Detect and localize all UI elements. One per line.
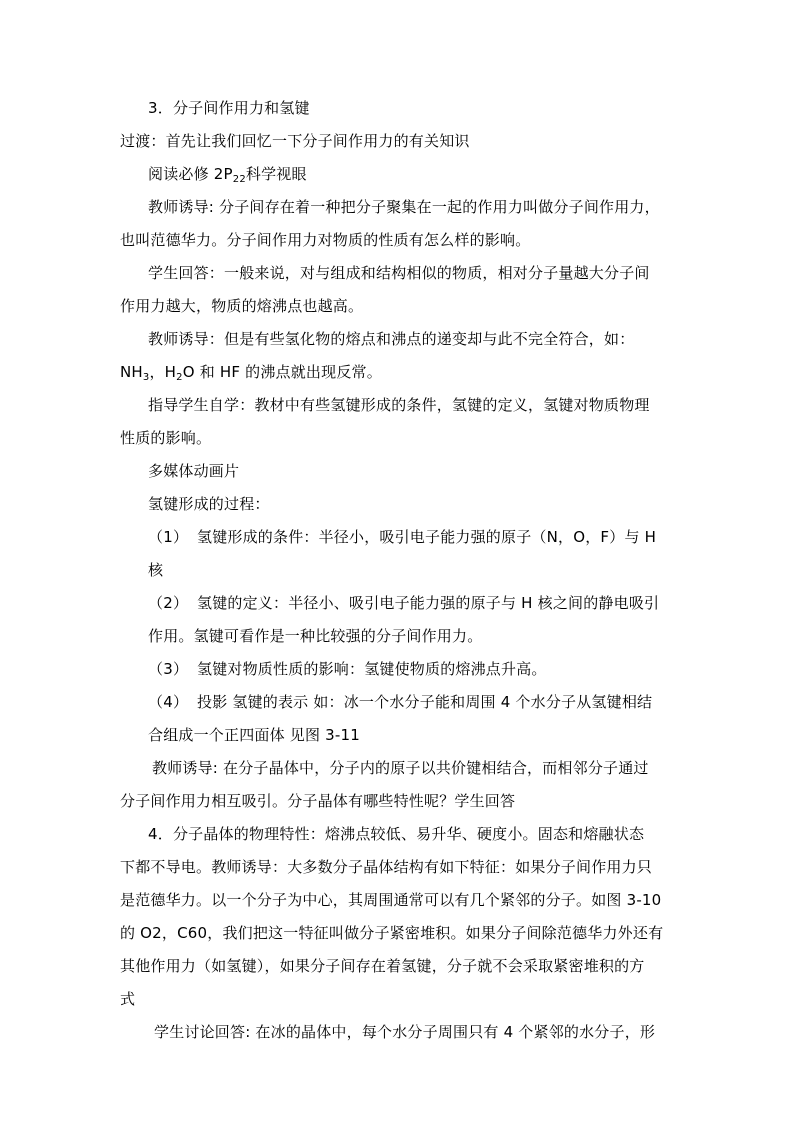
formula-nh: NH — [120, 363, 143, 381]
list-item-2-line-2: 作用。氢键可看作是一种比较强的分子间作用力。 — [148, 627, 483, 645]
teacher-guide-2-line-2 — [120, 362, 382, 382]
formula-nh-subscript: 3 — [142, 372, 150, 383]
reading-prefix: 阅读必修 2P — [148, 165, 233, 183]
paragraph-4-line-3: 是范德华力。以一个分子为中心，其周围通常可以有几个紧邻的分子。如图 3-10 — [120, 891, 662, 909]
paragraph-4-line-6: 式 — [120, 990, 136, 1008]
teacher-guide-1-line-1: 教师诱导: 分子间存在着一种把分子聚集在一起的作用力叫做分子间作用力， — [148, 198, 660, 216]
multimedia-text: 多媒体动画片 — [148, 462, 240, 480]
transition-text: 过渡：首先让我们回忆一下分子间作用力的有关知识 — [120, 132, 470, 150]
list-item-1-number: （1） — [148, 528, 189, 546]
list-item-1-line-2: 核 — [148, 561, 164, 579]
guide-self-study-line-2: 性质的影响。 — [120, 429, 212, 447]
teacher-guide-3-line-2: 分子间作用力相互吸引。分子晶体有哪些特性呢？学生回答 — [120, 792, 516, 810]
student-answer-1-line-1: 学生回答：一般来说，对与组成和结构相似的物质，相对分子量越大分子间 — [148, 264, 650, 282]
reading-text — [148, 164, 307, 184]
list-item-2-number: （2） — [148, 594, 189, 612]
process-text: 氢键形成的过程： — [148, 495, 270, 513]
formula-rest: O 和 HF 的沸点就出现反常。 — [182, 363, 382, 381]
formula-h-subscript: 2 — [176, 372, 183, 383]
paragraph-4-line-5: 其他作用力（如氢键），如果分子间存在着氢键，分子就不会采取紧密堆积的方 — [120, 957, 645, 975]
paragraph-4-line-1: 4．分子晶体的物理特性：熔沸点较低、易升华、硬度小。固态和熔融状态 — [148, 825, 645, 843]
teacher-guide-3-line-1: 教师诱导: 在分子晶体中，分子内的原子以共价键相结合，而相邻分子通过 — [152, 759, 649, 777]
list-item-2-line-1: 氢键的定义：半径小、吸引电子能力强的原子与 H 核之间的静电吸引 — [197, 594, 660, 612]
student-discussion-line-1: 学生讨论回答: 在冰的晶体中，每个水分子周围只有 4 个紧邻的水分子，形 — [154, 1023, 656, 1041]
reading-subscript: 22 — [232, 174, 246, 185]
teacher-guide-1-line-2: 也叫范德华力。分子间作用力对物质的性质有怎么样的影响。 — [120, 231, 531, 249]
guide-self-study-line-1: 指导学生自学：教材中有些氢键形成的条件，氢键的定义，氢键对物质物理 — [148, 396, 650, 414]
list-item-4-line-1: 投影 氢键的表示 如：冰一个水分子能和周围 4 个水分子从氢键相结 — [197, 693, 653, 711]
paragraph-4-line-4: 的 O2，C60，我们把这一特征叫做分子紧密堆积。如果分子间除范德华力外还有 — [120, 924, 664, 942]
teacher-guide-2-line-1: 教师诱导：但是有些氢化物的熔点和沸点的递变却与此不完全符合，如： — [148, 330, 635, 348]
list-item-3-number: （3） — [148, 660, 189, 678]
list-item-1-line-1: 氢键形成的条件：半径小，吸引电子能力强的原子（N，O，F）与 H — [197, 528, 657, 546]
list-item-4-number: （4） — [148, 693, 189, 711]
reading-suffix: 科学视眼 — [245, 165, 307, 183]
paragraph-4-line-2: 下都不导电。教师诱导：大多数分子晶体结构有如下特征：如果分子间作用力只 — [120, 858, 653, 876]
list-item-4-line-2: 合组成一个正四面体 见图 3-11 — [148, 726, 360, 744]
list-item-3-line-1: 氢键对物质性质的影响：氢键使物质的熔沸点升高。 — [197, 660, 547, 678]
section-heading: 3．分子间作用力和氢键 — [148, 99, 310, 117]
student-answer-1-line-2: 作用力越大，物质的熔沸点也越高。 — [120, 297, 364, 315]
formula-h: ，H — [149, 363, 177, 381]
